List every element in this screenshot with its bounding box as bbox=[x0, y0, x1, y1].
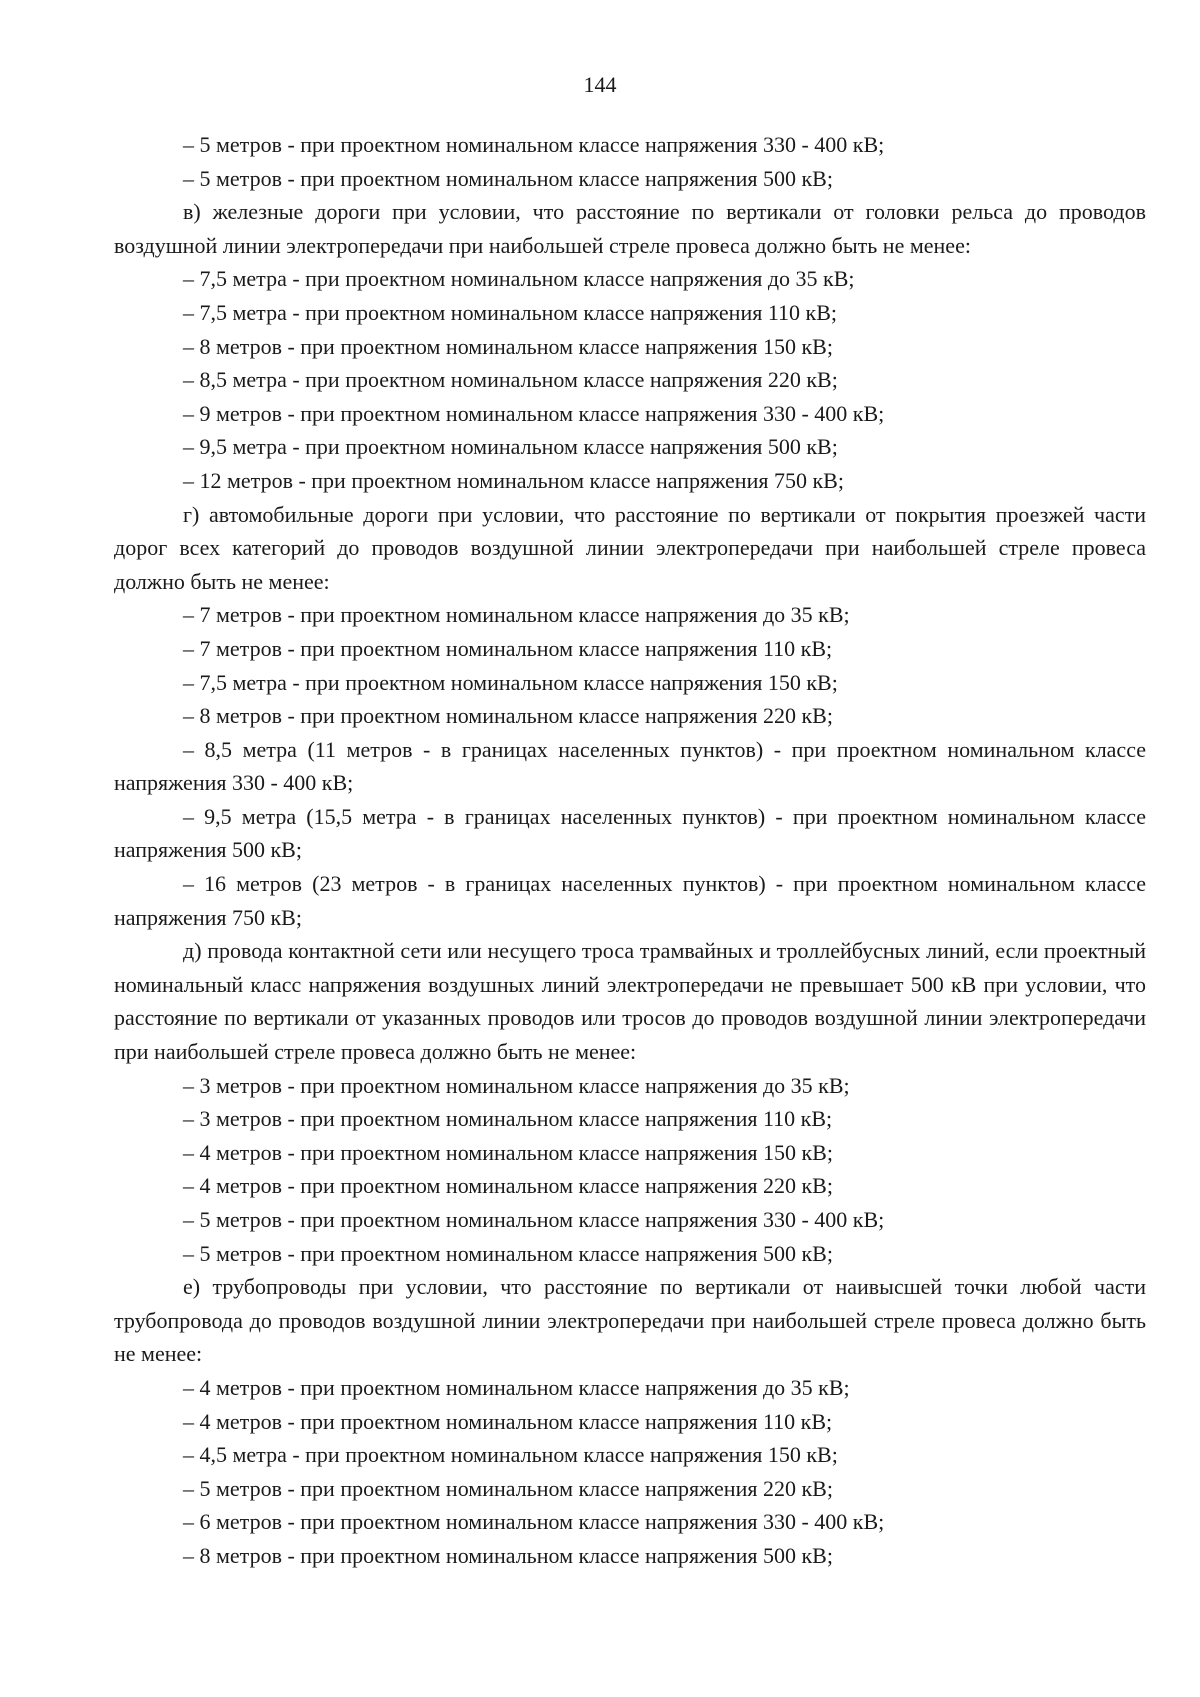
paragraph: – 9,5 метра (15,5 метра - в границах населенных пунктов) - при проектном номинальном классе напряжения 500 кВ; bbox=[114, 803, 1146, 863]
paragraph: – 7,5 метра - при проектном номинальном классе напряжения до 35 кВ; bbox=[183, 266, 855, 292]
paragraph: – 7,5 метра - при проектном номинальном классе напряжения 150 кВ; bbox=[183, 669, 838, 695]
paragraph: – 5 метров - при проектном номинальном классе напряжения 500 кВ; bbox=[183, 165, 833, 191]
paragraph: е) трубопроводы при условии, что расстояние по вертикали от наивысшей точки любой части трубопровода до проводов воздушной линии электропередачи при наибольшей стреле провеса должно быть не менее: bbox=[114, 1274, 1146, 1367]
page-number: 144 bbox=[583, 72, 617, 97]
document-body bbox=[114, 128, 1146, 1573]
paragraph: – 7 метров - при проектном номинальном классе напряжения до 35 кВ; bbox=[183, 602, 850, 628]
paragraph: – 8 метров - при проектном номинальном классе напряжения 220 кВ; bbox=[183, 703, 833, 729]
paragraph: – 16 метров (23 метров - в границах населенных пунктов) - при проектном номинальном классе напряжения 750 кВ; bbox=[114, 871, 1146, 930]
paragraph: – 4 метров - при проектном номинальном классе напряжения 220 кВ; bbox=[183, 1173, 833, 1199]
paragraph: – 4 метров - при проектном номинальном классе напряжения 150 кВ; bbox=[183, 1139, 833, 1165]
paragraph: – 5 метров - при проектном номинальном классе напряжения 220 кВ; bbox=[183, 1475, 833, 1501]
paragraph: д) провода контактной сети или несущего троса трамвайных и троллейбусных линий, если проектный номинальный класс напряжения воздушных линий электропередачи не превышает 500 кВ при условии, что расстояние по вертикали от указанных проводов или тросов до проводов воздушной линии электропередачи при наибольшей стреле провеса должно быть не менее: bbox=[114, 938, 1146, 1065]
paragraph: – 5 метров - при проектном номинальном классе напряжения 330 - 400 кВ; bbox=[183, 132, 885, 157]
paragraph: в) железные дороги при условии, что расстояние по вертикали от головки рельса до проводов воздушной линии электропередачи при наибольшей стреле провеса должно быть не менее: bbox=[114, 199, 1146, 258]
paragraph: – 4,5 метра - при проектном номинальном классе напряжения 150 кВ; bbox=[183, 1442, 838, 1468]
paragraph: – 8 метров - при проектном номинальном классе напряжения 500 кВ; bbox=[183, 1542, 833, 1568]
paragraph: – 7 метров - при проектном номинальном классе напряжения 110 кВ; bbox=[183, 635, 833, 661]
paragraph: – 8,5 метра - при проектном номинальном классе напряжения 220 кВ; bbox=[183, 367, 838, 393]
paragraph: – 9 метров - при проектном номинальном классе напряжения 330 - 400 кВ; bbox=[183, 400, 885, 426]
paragraph: – 12 метров - при проектном номинальном классе напряжения 750 кВ; bbox=[183, 467, 844, 493]
paragraph: – 3 метров - при проектном номинальном классе напряжения до 35 кВ; bbox=[183, 1072, 850, 1098]
paragraph: – 3 метров - при проектном номинальном классе напряжения 110 кВ; bbox=[183, 1106, 833, 1132]
paragraph: г) автомобильные дороги при условии, что расстояние по вертикали от покрытия проезжей части дорог всех категорий до проводов воздушной линии электропередачи при наибольшей стреле провеса должно быть не менее: bbox=[114, 501, 1146, 594]
paragraph: – 5 метров - при проектном номинальном классе напряжения 330 - 400 кВ; bbox=[183, 1207, 885, 1232]
paragraph: – 8 метров - при проектном номинальном классе напряжения 150 кВ; bbox=[183, 333, 833, 359]
paragraph: – 7,5 метра - при проектном номинальном классе напряжения 110 кВ; bbox=[183, 299, 838, 325]
paragraph: – 8,5 метра (11 метров - в границах населенных пунктов) - при проектном номинальном классе напряжения 330 - 400 кВ; bbox=[114, 736, 1146, 796]
paragraph: – 4 метров - при проектном номинальном классе напряжения 110 кВ; bbox=[183, 1408, 833, 1434]
paragraph: – 6 метров - при проектном номинальном классе напряжения 330 - 400 кВ; bbox=[183, 1509, 885, 1535]
paragraph: – 5 метров - при проектном номинальном классе напряжения 500 кВ; bbox=[183, 1240, 833, 1266]
paragraph: – 4 метров - при проектном номинальном классе напряжения до 35 кВ; bbox=[183, 1374, 850, 1400]
paragraph: – 9,5 метра - при проектном номинальном классе напряжения 500 кВ; bbox=[183, 434, 838, 460]
